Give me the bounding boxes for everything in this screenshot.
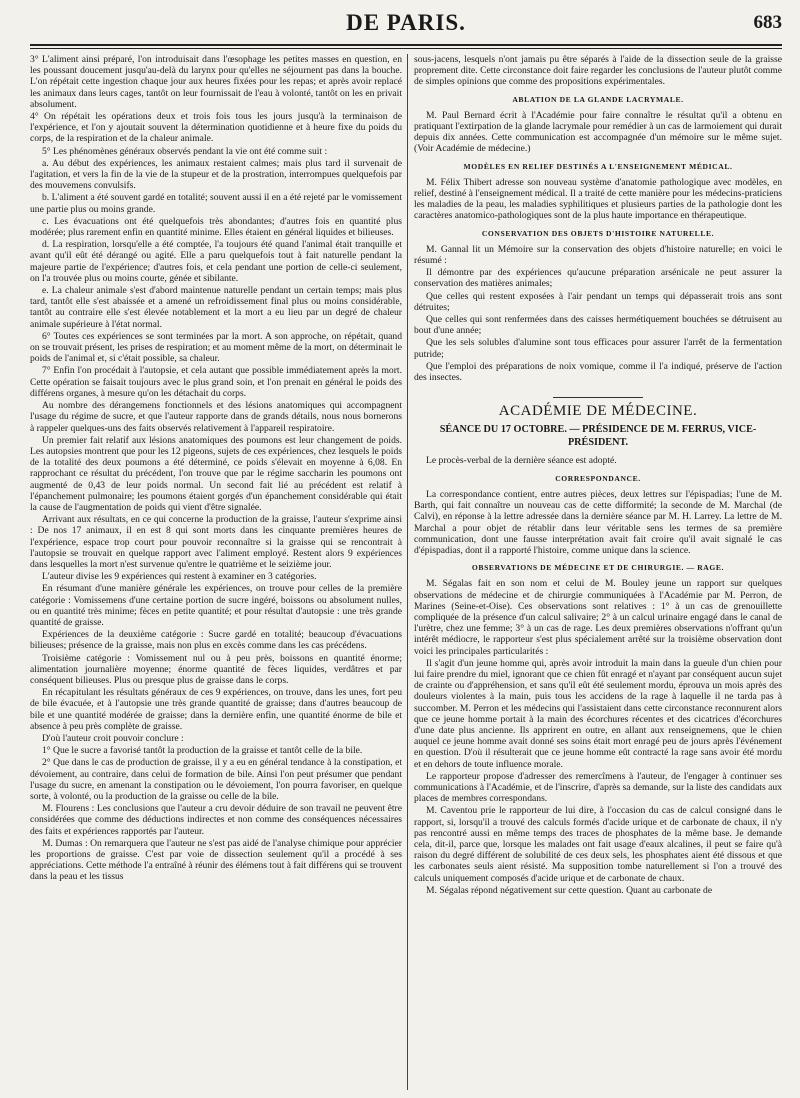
header-rule-thin	[30, 48, 782, 49]
paragraph: e. La chaleur animale s'est d'abord maintenue naturelle pendant un certain temps; mais plus tard, tantôt elle s'est abaissée et a amené un refroidissement final plus ou moins considérable, tantôt au contraire elle s'est élevée notablement et la mort a eu lieu par un degré de chaleur animale supérieure à l'état normal.	[30, 285, 402, 330]
paragraph: En récapitulant les résultats généraux de ces 9 expériences, on trouve, dans les unes, fort peu de bile évacuée, et à l'autopsie une très grande quantité de graisse; dans d'autres beaucoup de bile et une quantité modérée de graisse; dans la dernière enfin, une quantité énorme de bile et absence à peu près complète de graisse.	[30, 687, 402, 732]
paragraph: 6° Toutes ces expériences se sont terminées par la mort. A son approche, on répétait, quand on se trouvait présent, les prises de respiration; et au moment même de la mort, on déterminait le poids de l'animal et, si c'était possible, sa chaleur.	[30, 330, 402, 365]
paragraph: M. Dumas : On remarquera que l'auteur ne s'est pas aidé de l'analyse chimique pour apprécier les proportions de graisse. C'est par voie de dissection seulement qu'il a procédé à ses appréciations. Cette méthode l'a entraîné à réunir des élémens tout à fait différens qui se trouvent dans la peau et les tissus	[30, 837, 402, 883]
paragraph: L'auteur divise les 9 expériences qui restent à examiner en 3 catégories.	[42, 571, 317, 583]
page-header	[30, 8, 782, 38]
paragraph: Un premier fait relatif aux lésions anatomiques des poumons est leur changement de poids. Les autopsies montrent que pour les 12 pigeons, sujets de ces expériences, chez lesquels le poids de la totalité des deux poumons a été déterminé, ce poids s'élevait en moyenne à 6,08. En rapprochant ce résultat du précédent, l'on trouve que par le régime saccharin les poumons ont augmenté de 0,43 de leur poids normal. Un second fait lié au précédent est relatif à l'épanchement pulmonaire; les poumons étaient gorgés d'un épanchement considérable qui était la cause de l'augmentation de poids qui vient d'être signalée.	[30, 434, 402, 513]
paragraph: M. Caventou prie le rapporteur de lui dire, à l'occasion du cas de calcul consigné dans le rapport, si, lorsqu'il a trouvé des calculs formés d'acide urique et de carbonate de chaux, il n'y pas rencontré aussi en même temps des traces de phosphates de la même base. Je demande cela, dit-il, parce que, lorsque les malades ont fait usage d'eaux alcalines, il peut se faire qu'à raison du degré différent de solubilité de ces deux sels, les phosphates aient été dissous et que les carbonates seuls aient résisté. Ma supposition tombe naturellement si l'on a trouvé des calculs uniquement composés d'acide urique et de carbonate de chaux.	[414, 805, 782, 884]
seance-heading: SÉANCE DU 17 OCTOBRE. — PRÉSIDENCE DE M. FERRUS, VICE-PRÉSIDENT.	[439, 424, 757, 449]
paragraph: 7° Enfin l'on procédait à l'autopsie, et cela autant que possible immédiatement après la mort. Cette opération se faisait toujours avec le plus grand soin, et l'on prenait en général le poids des différens organes, à mesure qu'on les détachait du corps.	[30, 365, 402, 399]
paragraph: M. Félix Thibert adresse son nouveau système d'anatomie pathologique avec modèles, en relief, destiné à l'enseignement médical. Il a traité de cette manière pour les médecins-praticiens les maladies de la peau, les maladies syphilitiques et plusieurs parties de la pathologie dont les caractères anatomico-pathologiques sont de la plus haute importance en thérapeutique.	[414, 176, 782, 222]
paragraph: 4° On répétait les opérations deux et trois fois tous les jours jusqu'à la terminaison de l'expérience, et l'on y ajoutait souvent la détermination quotidienne et à heure fixe du poids du corps, de la respiration et de la chaleur animale.	[30, 111, 402, 145]
paragraph: a. Au début des expériences, les animaux restaient calmes; mais plus tard il survenait de l'agitation, et vers la fin de la vie de la stupeur et de la prostration, interrompues quelquefois par des mouvemens convulsifs.	[30, 157, 402, 192]
paragraph: Le procès-verbal de la dernière séance est adopté.	[426, 455, 617, 467]
paragraph: Au nombre des dérangemens fonctionnels et des lésions anatomiques qui accompagnent l'usage du régime de sucre, et que l'auteur rapporte dans de grands détails, nous nous bornerons à rappeler quelques-uns des faits observés relativement à l'appareil respiratoire.	[30, 400, 402, 434]
paragraph: M. Gannal lit un Mémoire sur la conservation des objets d'histoire naturelle; en voici le résumé :	[414, 243, 782, 267]
paragraph: M. Paul Bernard écrit à l'Académie pour faire connaître le résultat qu'il a obtenu en pratiquant l'extirpation de la glande lacrymale pour remédier à un cas de larmoiement qui durait depuis dix années. Cette communication est accompagnée d'un mémoire sur le même sujet. (Voir Académie de médecine.)	[414, 109, 782, 155]
paragraph: Que les sels solubles d'alumine sont tous efficaces pour assurer l'arrêt de la fermentation putride;	[414, 337, 782, 360]
paragraph: d. La respiration, lorsqu'elle a été comptée, l'a toujours été quand l'animal était tranquille et avant qu'il eût été dérangé ou agité. Elle a paru quelquefois tout à fait naturelle pendant la majeure partie de l'expérience; d'autres fois, et cela pendant une portion de celle-ci seulement, on l'a trouvée plus ou moins courte, génée et sibilante.	[30, 239, 402, 284]
paragraph: M. Ségalas fait en son nom et celui de M. Bouley jeune un rapport sur quelques observations de médecine et de chirurgie communiquées à l'Académie par M. Perron, de Marines (Seine-et-Oise). Ces observations sont relatives : 1° à un cas de grenouillette compliquée de la présence d'un calcul salivaire; 2° à un calcul urinaire engagé dans le canal de l'urètre, chez une femme; 3° à un cas de rage. Les deux premières observations n'offrant qu'un intérêt médiocre, le rapporteur s'est plus spécialement arrêté sur la troisième observation dont voici les principales particularités :	[414, 578, 782, 657]
paragraph: Le rapporteur propose d'adresser des remercîmens à l'auteur, de l'engager à continuer ses communications à l'Académie, et de l'inscrire, d'après sa demande, sur la liste des candidats aux places de membres correspondans.	[414, 770, 782, 805]
academie-heading: ACADÉMIE DE MÉDECINE.	[498, 403, 698, 420]
header-rule	[30, 44, 782, 46]
section-heading: OBSERVATIONS DE MÉDECINE ET DE CHIRURGIE. — RAGE.	[471, 563, 725, 573]
separator-rule	[553, 397, 643, 398]
paragraph: Expériences de la deuxième catégorie : Sucre gardé en totalité; beaucoup d'évacuations bilieuses; présence de la graisse, mais non plus en excès comme dans les cas précédens.	[30, 629, 402, 652]
right-column	[414, 54, 782, 1090]
paragraph: c. Les évacuations ont été quelquefois très abondantes; d'autres fois en quantité plus modérée; plus rarement enfin en quantité minime. Elles étaient en général liquides et bilieuses.	[30, 215, 402, 239]
page-number: 683	[753, 12, 782, 33]
paragraph: 5° Les phénomènes généraux observés pendant la vie ont été comme suit :	[42, 145, 328, 157]
paragraph: En résumant d'une manière générale les expériences, on trouve pour celles de la première catégorie : Vomissemens d'une certaine portion de sucre ingéré, boissons ou absolument nulles, ou en quantité très minime; fèces en petite quantité; et pour résultat d'autopsie : une très grande quantité de graisse.	[30, 583, 402, 628]
paragraph: M. Ségalas répond négativement sur cette question. Quant au carbonate de	[426, 884, 713, 896]
paragraph: Que celles qui sont renfermées dans des caisses hermétiquement bouchées se détruisent au bout d'une année;	[414, 314, 782, 337]
paragraph: Que celles qui restent exposées à l'air pendant un temps qui dépasserait trois ans sont détruites;	[414, 290, 782, 313]
section-heading: ABLATION DE LA GLANDE LACRYMALE.	[512, 94, 684, 104]
paragraph: Il démontre par des expériences qu'aucune préparation arsénicale ne peut assurer la conservation des matières animales;	[414, 267, 782, 290]
section-heading: CORRESPONDANCE.	[555, 473, 641, 483]
page-title: DE PARIS.	[346, 10, 466, 35]
section-heading: MODÈLES EN RELIEF DESTINÉS A L'ENSEIGNEMENT MÉDICAL.	[463, 161, 733, 171]
paragraph: sous-jacens, lesquels n'ont jamais pu être séparés à l'aide de la dissection seule de la graisse proprement dite. Cette circonstance doit faire regarder les conclusions de l'auteur plutôt comme de simples opinions que comme des propositions expérimentales.	[414, 54, 782, 88]
paragraph: 1° Que le sucre a favorisé tantôt la production de la graisse et tantôt celle de la bile.	[42, 745, 363, 757]
paragraph: La correspondance contient, entre autres pièces, deux lettres sur l'épispadias; l'une de M. Barth, qui fait connaître un nouveau cas de cette difformité; la seconde de M. Marchal (de Calvi), en réponse à la lettre adressée dans la dernière séance par M. H. Larrey. La lettre de M. Marchal a pour objet de rétablir dans leur véritable sens les termes de sa première communication, dont une fausse interprétation avait fait croire qu'il avait signalé le cas d'épispadias, dont il a rapporté l'histoire, comme unique dans la science.	[414, 488, 782, 556]
paragraph: 2° Que dans le cas de production de graisse, il y a eu en général tendance à la constipation, et dévoiement, au contraire, dans celui de formation de bile. Ainsi l'on peut présumer que pendant l'usage du sucre, en amenant la constipation ou le dévoiement, l'on pourra favoriser, en quelque sorte, à volonté, ou la production de la graisse ou celle de la bile.	[30, 757, 402, 802]
paragraph: b. L'aliment a été souvent gardé en totalité; souvent aussi il en a été rejeté par le vomissement une partie plus ou moins grande.	[30, 192, 402, 215]
left-column	[30, 54, 402, 1090]
paragraph: Troisième catégorie : Vomissement nul ou à peu près, boissons en quantité énorme; alimentation journalière moyenne; énorme quantité de fèces liquides, verdâtres et par conséquent bilieuses. Plus ou presque plus de graisse dans le corps.	[30, 652, 402, 686]
paragraph: M. Flourens : Les conclusions que l'auteur a cru devoir déduire de son travail ne peuvent être considérées que comme des déductions indirectes et non comme des conséquences nécessaires des faits et expériences rapportés par l'auteur.	[30, 803, 402, 837]
paragraph: Que l'emploi des préparations de noix vomique, comme il l'a indiqué, préserve de l'action des insectes.	[414, 360, 782, 384]
paragraph: D'où l'auteur croit pouvoir conclure :	[42, 732, 184, 744]
paragraph: 3° L'aliment ainsi préparé, l'on introduisait dans l'œsophage les petites masses en question, en les poussant doucement jusqu'au-delà du larynx pour qu'elles ne séjournent pas dans la bouche. L'on répétait cette ingestion chaque jour aux heures fixées pour les repas; et après avoir replacé les animaux dans leurs cages, tantôt on leur fournissait de l'eau à volonté, tantôt on les en privait absolument.	[30, 54, 402, 110]
paragraph: Il s'agit d'un jeune homme qui, après avoir introduit la main dans la gueule d'un chien pour lui faire prendre du miel, ignorant que ce chien fût enragé et n'ayant par conséquent aucun sujet de crainte ou d'appréhension, et sans qu'il eût été seulement mordu, éprouva un mois après des douleurs violentes à la main, puis tous les accidens de la rage à laquelle il ne tarda pas à succomber. M. Perron et les médecins qui l'assistaient dans cette circonstance reconnurent alors que ce jeune homme portait à la main des écorchures récentes et des cicatrices d'écorchures d'une date plus ancienne. Ils apprirent en outre, en allant aux renseignemens, que le chien auquel ce jeune homme avait donné ses soins était mort enragé peu de jours après l'événement en question. D'où il résulterait que ce jeune homme eût contracté la rage sans avoir été mordu et en dehors de toute influence morale.	[414, 657, 782, 770]
paragraph: Arrivant aux résultats, en ce qui concerne la production de la graisse, l'auteur s'exprime ainsi : De nos 17 animaux, il en est 8 qui sont morts dans les cinquante premières heures de l'expérience, espace trop court pour pouvoir reconnaître si la graisse qui se rencontrait à l'autopsie se trouvait en quelque rapport avec l'aliment employé. Restent alors 9 expériences dans lesquelles la mort n'est survenue qu'entre le quatrième et le seizième jour.	[30, 514, 402, 570]
column-divider	[407, 54, 408, 1090]
section-heading: CONSERVATION DES OBJETS D'HISTOIRE NATURELLE.	[481, 228, 715, 238]
